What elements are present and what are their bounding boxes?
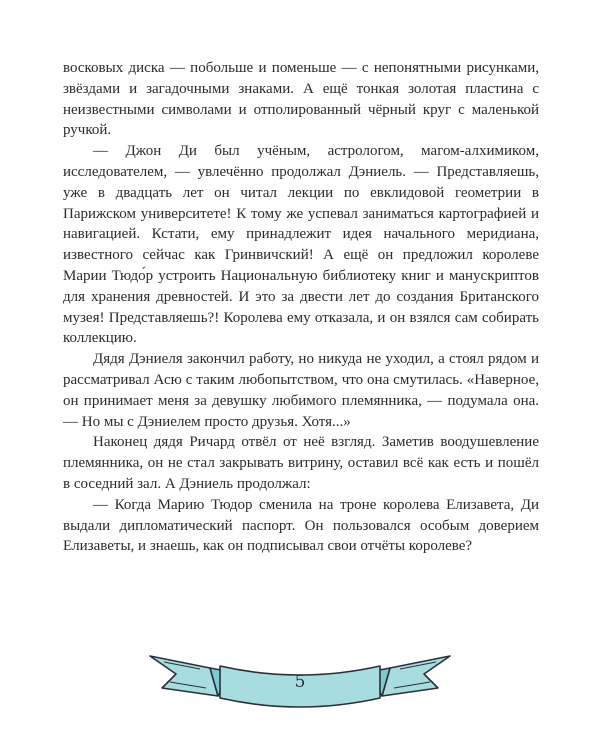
paragraph-3: Дядя Дэниеля закончил работу, но никуда не уходил, а стоял рядом и рассматривал Асю с таким любопытством, что она смутилась. «Наверное, он принимает меня за девушку любимого племянника, — подумала она. — Но мы с Дэниелем просто друзья. Хотя...» <box>63 351 539 430</box>
paragraph-1: восковых диска — побольше и поменьше — с непонятными рисунками, звёздами и загадочными знаками. А ещё тонкая золотая пластина с неизвестными символами и отполированный чёрный круг с маленькой ручкой. <box>63 60 539 139</box>
page-number: 5 <box>294 672 306 692</box>
paragraph-2: — Джон Ди был учёным, астрологом, магом-алхимиком, исследователем, — увлечённо продолжал Дэниель. — Представляешь, уже в двадцать лет он читал лекции по евклидовой геометрии в Парижском университете! К тому же успевал заниматься картографией и навигацией. Кстати, ему принадлежит идея начального меридиана, известного сейчас как Гринвичский! А ещё он предложил королеве Марии Тюдо́р устроить Национальную библиотеку книг и манускриптов для хранения древностей. И это за двести лет до создания Британского музея! Представляешь?! Королева ему отказала, и он взялся сам собирать коллекцию. <box>63 143 539 347</box>
paragraph-5: — Когда Марию Тюдор сменила на троне королева Елизавета, Ди выдали дипломатический паспорт. Он пользовался особым доверием Елизаветы, и знаешь, как он подписывал свои отчёты королеве? <box>63 496 539 555</box>
paragraph-4: Наконец дядя Ричард отвёл от неё взгляд. Заметив воодушевление племянника, он не стал закрывать витрину, оставил всё как есть и пошёл в соседний зал. А Дэниель продолжал: <box>63 434 539 492</box>
body-text <box>63 58 539 557</box>
